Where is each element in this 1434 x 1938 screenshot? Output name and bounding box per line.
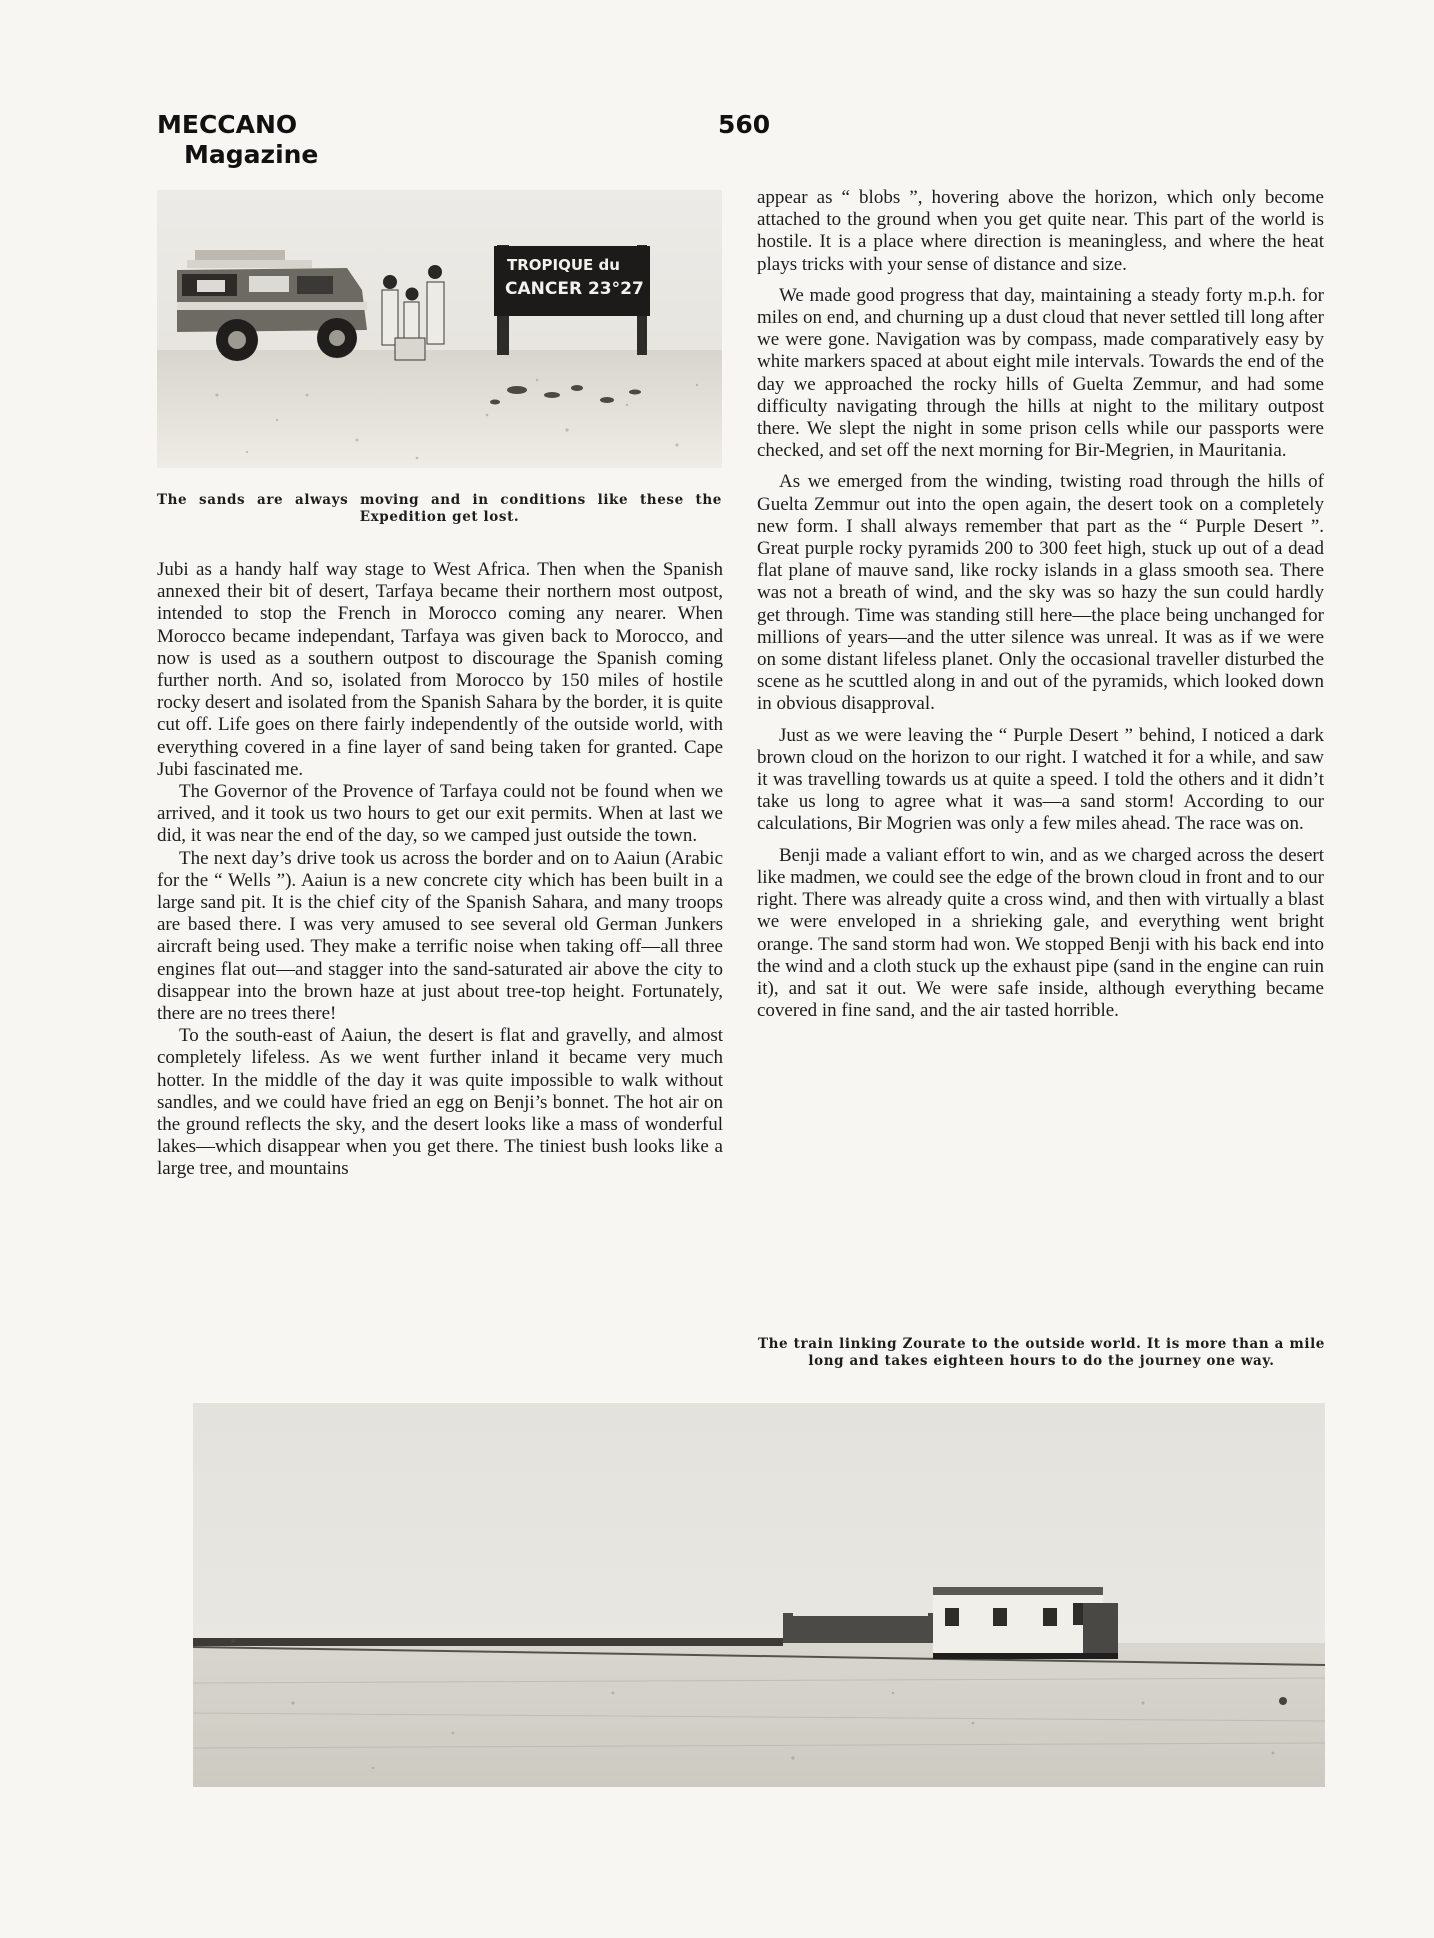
page-number: 560 <box>718 110 771 139</box>
expedition-photo <box>157 190 722 468</box>
paragraph: The Governor of the Provence of Tarfaya could not be found when we arrived, and it took us two hours to get our exit permits. When at last we did, it was near the end of the day, so we camped just outside the town. <box>157 781 723 847</box>
sign-line-2: CANCER 23°27 <box>505 279 644 299</box>
masthead-title: MECCANO <box>157 110 298 139</box>
article-column-left <box>157 559 723 1181</box>
masthead-subtitle: Magazine <box>184 140 319 169</box>
paragraph: appear as “ blobs ”, hovering above the horizon, which only become attached to the ground when you get quite near. This part of the world is hostile. It is a place where direction is meaningless, and where the heat plays tricks with your sense of distance and size. <box>757 187 1324 275</box>
paragraph: As we emerged from the winding, twisting road through the hills of Guelta Zemmur out into the open again, the desert took on a completely new form. I shall always remember that part as the “ Purple Desert ”. Great purple rocky pyramids 200 to 300 feet high, stuck up out of a dead flat plane of mauve sand, like rocky islands in a glass smooth sea. There was not a breath of wind, and the sky was so hazy the sun could hardly get through. Time was standing still here—the place being unchanged for millions of years—and the utter silence was unreal. It was as if we were on some distant lifeless planet. Only the occasional traveller disturbed the scene as he scuttled along in and out of the pyramids, which looked down in obvious disapproval. <box>757 471 1324 715</box>
train-photo <box>193 1403 1325 1787</box>
expedition-photo-image <box>157 190 722 468</box>
paragraph: Benji made a valiant effort to win, and as we charged across the desert like madmen, we could see the edge of the brown cloud in front and to our right. There was already quite a cross wind, and then with virtually a blast we were enveloped in a shrieking gale, and everything went bright orange. The sand storm had won. We stopped Benji with his back end into the wind and a cloth stuck up the exhaust pipe (sand in the engine can ruin it), and sat it out. We were safe inside, although everything became covered in fine sand, and the air tasted horrible. <box>757 844 1324 1022</box>
masthead <box>157 110 318 170</box>
article-column-right <box>757 187 1324 1022</box>
photo-caption-top: The sands are always moving and in conditions like these the Expedition get lost. <box>157 492 722 525</box>
paragraph: Jubi as a handy half way stage to West Africa. Then when the Spanish annexed their bit of desert, Tarfaya became their northern most outpost, intended to stop the French in Morocco coming any nearer. When Morocco became independant, Tarfaya was given back to Morocco, and now is used as a southern outpost to discourage the Spanish coming further north. And so, isolated from Morocco by 150 miles of hostile rocky desert and isolated from the Spanish Sahara by the border, it is quite cut off. Life goes on there fairly independently of the outside world, with everything covered in a fine layer of sand being taken for granted. Cape Jubi fascinated me. <box>157 559 723 780</box>
paragraph: To the south-east of Aaiun, the desert is flat and gravelly, and almost completely lifeless. As we went further inland it became very much hotter. In the middle of the day it was quite impossible to walk without sandles, and we could have fried an egg on Benji’s bonnet. The hot air on the ground reflects the sky, and the desert looks like a mass of wonderful lakes—which disappear when you get there. The tiniest bush looks like a large tree, and mountains <box>157 1025 723 1180</box>
sign-line-1: TROPIQUE du <box>507 256 620 274</box>
paragraph: Just as we were leaving the “ Purple Desert ” behind, I noticed a dark brown cloud on the horizon to our right. I watched it for a while, and saw it was travelling towards us at quite a speed. I told the others and it didn’t take us long to agree what it was—a sand storm! According to our calculations, Bir Mogrien was only a few miles ahead. The race was on. <box>757 724 1324 835</box>
train-photo-image <box>193 1403 1325 1787</box>
photo-caption-bottom: The train linking Zourate to the outside world. It is more than a mile long and takes eighteen hours to do the journey one way. <box>758 1336 1325 1369</box>
paragraph: The next day’s drive took us across the border and on to Aaiun (Arabic for the “ Wells ”). Aaiun is a new concrete city which has been built in a large sand pit. It is the chief city of the Spanish Sahara, and many troops are based there. I was very amused to see several old German Junkers aircraft being used. They make a terrific noise when taking off—all three engines flat out—and stagger into the sand-saturated air above the city to disappear into the brown haze at just about tree-top height. Fortunately, there are no trees there! <box>157 847 723 1025</box>
paragraph: We made good progress that day, maintaining a steady forty m.p.h. for miles on end, and churning up a dust cloud that never settled till long after we were gone. Navigation was by compass, made comparatively easy by white markers spaced at about eight mile intervals. Towards the end of the day we approached the rocky hills of Guelta Zemmur, and had some difficulty navigating through the hills at night to the military outpost there. We slept the night in some prison cells while our passports were checked, and set off the next morning for Bir-Megrien, in Mauritania. <box>757 284 1324 462</box>
